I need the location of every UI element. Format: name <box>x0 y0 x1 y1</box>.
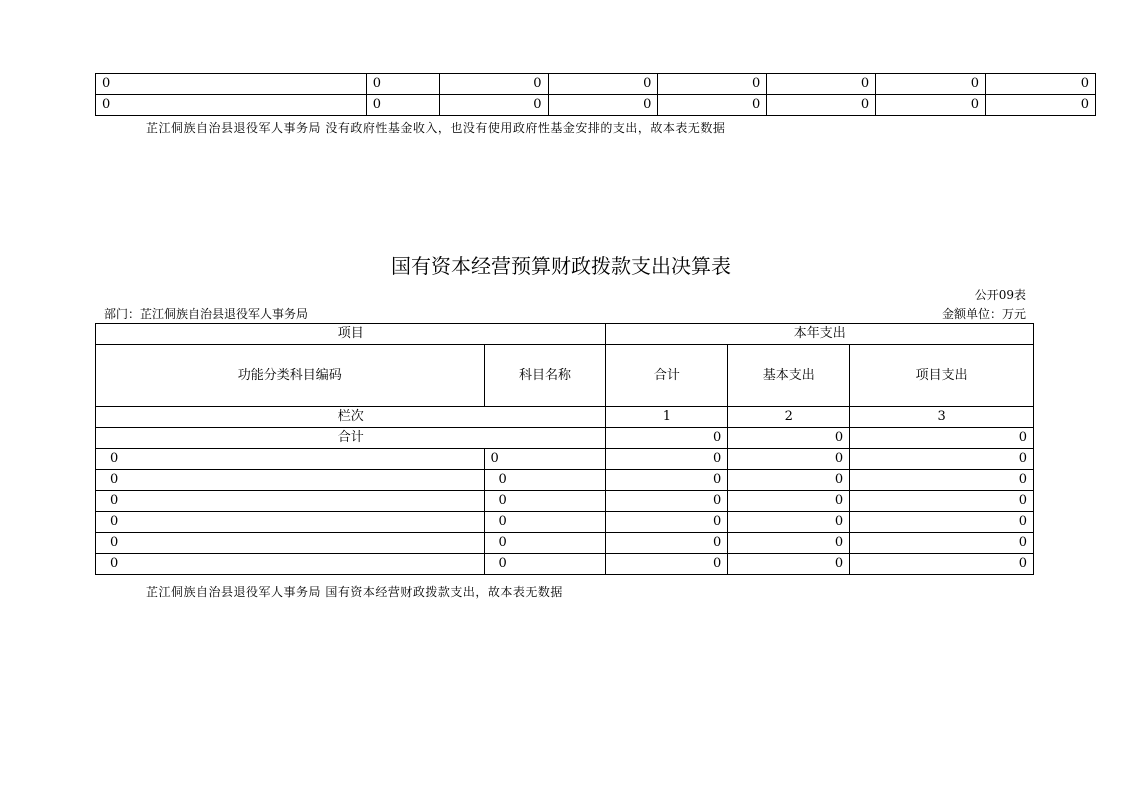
table-cell: 0 <box>876 95 986 116</box>
table-row <box>96 449 1034 470</box>
project-cell: 0 <box>850 449 1034 470</box>
table-row <box>96 512 1034 533</box>
basic-cell: 0 <box>728 512 850 533</box>
project-cell: 0 <box>850 512 1034 533</box>
table-cell: 0 <box>658 95 767 116</box>
code-cell: 0 <box>96 470 485 491</box>
total-cell: 0 <box>606 470 728 491</box>
index-cell: 2 <box>728 407 850 428</box>
table-cell: 0 <box>96 95 367 116</box>
total-cell: 0 <box>606 449 728 470</box>
header-current-year: 本年支出 <box>606 324 1034 345</box>
code-cell: 0 <box>96 449 485 470</box>
total-row <box>96 428 1034 449</box>
name-cell: 0 <box>484 554 606 575</box>
table-row <box>96 74 1096 95</box>
total-cell: 0 <box>606 533 728 554</box>
table-cell: 0 <box>366 95 439 116</box>
name-cell: 0 <box>484 533 606 554</box>
table-cell: 0 <box>986 74 1096 95</box>
department-label: 部门：芷江侗族自治县退役军人事务局 <box>104 307 309 321</box>
table-cell: 0 <box>767 74 876 95</box>
col-total-header: 合计 <box>606 345 728 407</box>
index-cell: 1 <box>606 407 728 428</box>
total-cell: 0 <box>606 512 728 533</box>
index-cell: 3 <box>850 407 1034 428</box>
name-cell: 0 <box>484 512 606 533</box>
total-cell: 0 <box>850 428 1034 449</box>
basic-cell: 0 <box>728 491 850 512</box>
table-row <box>96 491 1034 512</box>
table-cell: 0 <box>366 74 439 95</box>
project-cell: 0 <box>850 470 1034 491</box>
basic-cell: 0 <box>728 533 850 554</box>
previous-table-note: 芷江侗族自治县退役军人事务局 没有政府性基金收入，也没有使用政府性基金安排的支出，故本表无数据 <box>146 121 726 135</box>
report-title: 国有资本经营预算财政拨款支出决算表 <box>391 254 731 278</box>
code-cell: 0 <box>96 533 485 554</box>
table-row <box>96 95 1096 116</box>
table-cell: 0 <box>548 95 658 116</box>
total-cell: 0 <box>606 554 728 575</box>
table-row <box>96 533 1034 554</box>
project-cell: 0 <box>850 491 1034 512</box>
col-project-header: 项目支出 <box>850 345 1034 407</box>
project-cell: 0 <box>850 554 1034 575</box>
name-cell: 0 <box>484 449 606 470</box>
table-cell: 0 <box>658 74 767 95</box>
col-code-header: 功能分类科目编码 <box>96 345 485 407</box>
table-cell: 0 <box>767 95 876 116</box>
table-cell: 0 <box>96 74 367 95</box>
total-cell: 0 <box>728 428 850 449</box>
table-cell: 0 <box>439 95 548 116</box>
header-row <box>96 324 1034 345</box>
header-row <box>96 345 1034 407</box>
table-cell: 0 <box>876 74 986 95</box>
col-name-header: 科目名称 <box>484 345 606 407</box>
code-cell: 0 <box>96 491 485 512</box>
previous-table <box>95 73 1096 116</box>
table-row <box>96 470 1034 491</box>
form-number: 公开09表 <box>974 288 1026 302</box>
total-label: 合计 <box>96 428 606 449</box>
table-note: 芷江侗族自治县退役军人事务局 国有资本经营财政拨款支出，故本表无数据 <box>146 585 563 599</box>
table-row <box>96 554 1034 575</box>
basic-cell: 0 <box>728 449 850 470</box>
basic-cell: 0 <box>728 554 850 575</box>
col-basic-header: 基本支出 <box>728 345 850 407</box>
unit-label: 金额单位：万元 <box>941 307 1026 321</box>
project-cell: 0 <box>850 533 1034 554</box>
table-cell: 0 <box>986 95 1096 116</box>
total-cell: 0 <box>606 491 728 512</box>
name-cell: 0 <box>484 491 606 512</box>
total-cell: 0 <box>606 428 728 449</box>
expenditure-table <box>95 323 1034 575</box>
name-cell: 0 <box>484 470 606 491</box>
code-cell: 0 <box>96 512 485 533</box>
table-cell: 0 <box>548 74 658 95</box>
code-cell: 0 <box>96 554 485 575</box>
table-cell: 0 <box>439 74 548 95</box>
index-row <box>96 407 1034 428</box>
header-project: 项目 <box>96 324 606 345</box>
index-label: 栏次 <box>96 407 606 428</box>
basic-cell: 0 <box>728 470 850 491</box>
